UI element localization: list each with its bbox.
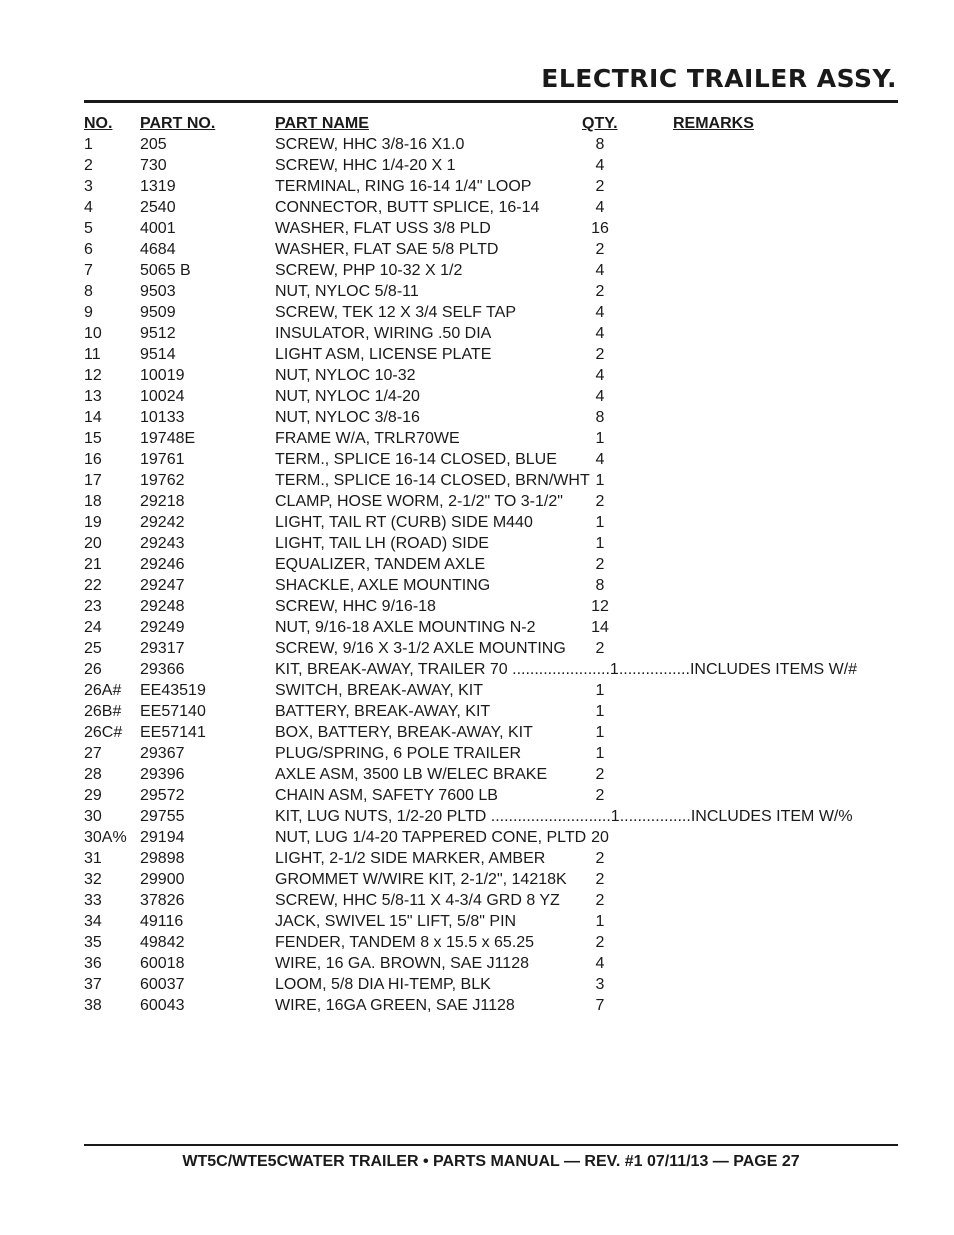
row-no: 12 bbox=[84, 367, 102, 384]
table-row bbox=[84, 743, 898, 764]
row-part-no: 29194 bbox=[140, 829, 185, 846]
row-part-name: LIGHT, TAIL LH (ROAD) SIDE bbox=[275, 535, 489, 552]
row-part-no: EE43519 bbox=[140, 682, 206, 699]
row-qty: 2 bbox=[595, 556, 605, 573]
row-part-name: WIRE, 16GA GREEN, SAE J1128 bbox=[275, 997, 515, 1014]
table-header bbox=[84, 113, 898, 134]
row-qty: 2 bbox=[595, 241, 605, 258]
row-no: 26A# bbox=[84, 682, 122, 699]
row-qty: 20 bbox=[591, 829, 609, 846]
row-no: 25 bbox=[84, 640, 102, 657]
row-qty: 4 bbox=[595, 304, 605, 321]
row-qty: 2 bbox=[595, 766, 605, 783]
row-qty: 8 bbox=[595, 136, 605, 153]
row-qty: 1 bbox=[595, 472, 605, 489]
header-part-name: PART NAME bbox=[275, 115, 369, 132]
row-no: 35 bbox=[84, 934, 102, 951]
table-row bbox=[84, 407, 898, 428]
row-qty: 1 bbox=[595, 724, 605, 741]
row-qty: 12 bbox=[591, 598, 609, 615]
row-part-no: 730 bbox=[140, 157, 167, 174]
row-qty: 4 bbox=[595, 325, 605, 342]
row-part-name: SCREW, HHC 5/8-11 X 4-3/4 GRD 8 YZ bbox=[275, 892, 560, 909]
row-qty: 1 bbox=[595, 514, 605, 531]
table-row bbox=[84, 449, 898, 470]
title-rule bbox=[84, 100, 898, 103]
row-part-name: NUT, NYLOC 1/4-20 bbox=[275, 388, 420, 405]
row-qty: 2 bbox=[595, 892, 605, 909]
row-part-no: 5065 B bbox=[140, 262, 191, 279]
row-part-no: 49842 bbox=[140, 934, 185, 951]
row-no: 13 bbox=[84, 388, 102, 405]
page-footer: WT5C/WTE5CWATER TRAILER • PARTS MANUAL — REV. #1 07/11/13 — PAGE 27 bbox=[182, 1153, 800, 1170]
row-no: 26C# bbox=[84, 724, 123, 741]
row-part-name: TERM., SPLICE 16-14 CLOSED, BLUE bbox=[275, 451, 557, 468]
table-row bbox=[84, 617, 898, 638]
row-part-name: SCREW, HHC 9/16-18 bbox=[275, 598, 436, 615]
row-part-no: 60018 bbox=[140, 955, 185, 972]
row-qty: 2 bbox=[595, 493, 605, 510]
row-no: 20 bbox=[84, 535, 102, 552]
row-part-no: 2540 bbox=[140, 199, 176, 216]
row-no: 8 bbox=[84, 283, 93, 300]
row-part-name: FENDER, TANDEM 8 x 15.5 x 65.25 bbox=[275, 934, 535, 951]
row-part-no: 9514 bbox=[140, 346, 176, 363]
row-no: 26 bbox=[84, 661, 102, 678]
row-qty: 2 bbox=[595, 871, 605, 888]
row-part-name: WASHER, FLAT SAE 5/8 PLTD bbox=[275, 241, 499, 258]
row-no: 31 bbox=[84, 850, 102, 867]
row-part-name: FRAME W/A, TRLR70WE bbox=[275, 430, 460, 447]
row-part-no: EE57141 bbox=[140, 724, 206, 741]
row-qty: 3 bbox=[595, 976, 605, 993]
row-part-no: 29755 bbox=[140, 808, 185, 825]
row-part-no: 29396 bbox=[140, 766, 185, 783]
table-row bbox=[84, 680, 898, 701]
row-part-no: 49116 bbox=[140, 913, 184, 930]
row-part-no: 29248 bbox=[140, 598, 185, 615]
row-part-name: BATTERY, BREAK-AWAY, KIT bbox=[275, 703, 491, 720]
row-part-no: 29242 bbox=[140, 514, 185, 531]
row-qty: 4 bbox=[595, 955, 605, 972]
row-qty: 16 bbox=[591, 220, 609, 237]
row-qty: 2 bbox=[595, 346, 605, 363]
row-part-no: 29898 bbox=[140, 850, 185, 867]
row-qty: 2 bbox=[595, 850, 605, 867]
table-row bbox=[84, 281, 898, 302]
table-row bbox=[84, 554, 898, 575]
footer-rule bbox=[84, 1144, 898, 1146]
table-row bbox=[84, 134, 898, 155]
row-part-no: 29900 bbox=[140, 871, 185, 888]
table-row bbox=[84, 827, 898, 848]
table-row bbox=[84, 890, 898, 911]
row-qty: 2 bbox=[595, 283, 605, 300]
row-qty: 4 bbox=[595, 157, 605, 174]
row-qty: 7 bbox=[595, 997, 605, 1014]
table-row bbox=[84, 491, 898, 512]
table-row bbox=[84, 260, 898, 281]
row-qty: 1 bbox=[595, 703, 605, 720]
row-part-name: SCREW, PHP 10-32 X 1/2 bbox=[275, 262, 463, 279]
row-qty: 2 bbox=[595, 934, 605, 951]
row-no: 23 bbox=[84, 598, 102, 615]
row-part-no: 29367 bbox=[140, 745, 185, 762]
table-row bbox=[84, 974, 898, 995]
row-part-name: LIGHT ASM, LICENSE PLATE bbox=[275, 346, 492, 363]
table-row bbox=[84, 344, 898, 365]
row-part-no: 29246 bbox=[140, 556, 185, 573]
row-part-name: PLUG/SPRING, 6 POLE TRAILER bbox=[275, 745, 522, 762]
row-part-name-leader: KIT, BREAK-AWAY, TRAILER 70 ......................1................INCLUDES ITEMS W/# bbox=[275, 661, 858, 678]
row-no: 29 bbox=[84, 787, 102, 804]
table-row bbox=[84, 911, 898, 932]
row-part-name: NUT, LUG 1/4-20 TAPPERED CONE, PLTD bbox=[275, 829, 587, 846]
row-part-name: WIRE, 16 GA. BROWN, SAE J1128 bbox=[275, 955, 529, 972]
row-no: 18 bbox=[84, 493, 102, 510]
row-no: 26B# bbox=[84, 703, 122, 720]
row-part-name: SCREW, TEK 12 X 3/4 SELF TAP bbox=[275, 304, 516, 321]
table-row bbox=[84, 218, 898, 239]
table-row bbox=[84, 197, 898, 218]
row-part-name: NUT, NYLOC 3/8-16 bbox=[275, 409, 420, 426]
row-qty: 1 bbox=[595, 745, 605, 762]
row-part-no: 29249 bbox=[140, 619, 185, 636]
table-row bbox=[84, 764, 898, 785]
row-no: 19 bbox=[84, 514, 102, 531]
row-part-name: CONNECTOR, BUTT SPLICE, 16-14 bbox=[275, 199, 540, 216]
row-part-name: NUT, 9/16-18 AXLE MOUNTING N-2 bbox=[275, 619, 536, 636]
row-no: 3 bbox=[84, 178, 93, 195]
table-row bbox=[84, 512, 898, 533]
table-row bbox=[84, 638, 898, 659]
table-row bbox=[84, 953, 898, 974]
row-no: 30 bbox=[84, 808, 102, 825]
row-part-name-leader: KIT, LUG NUTS, 1/2-20 PLTD ...........................1................INCLUDES ITEM W/% bbox=[275, 808, 853, 825]
table-row bbox=[84, 302, 898, 323]
row-no: 32 bbox=[84, 871, 102, 888]
row-part-name: NUT, NYLOC 10-32 bbox=[275, 367, 416, 384]
row-no: 27 bbox=[84, 745, 102, 762]
table-row bbox=[84, 239, 898, 260]
table-row bbox=[84, 785, 898, 806]
row-no: 37 bbox=[84, 976, 102, 993]
row-part-no: 19761 bbox=[140, 451, 185, 468]
row-part-name: SWITCH, BREAK-AWAY, KIT bbox=[275, 682, 484, 699]
table-row bbox=[84, 365, 898, 386]
row-no: 36 bbox=[84, 955, 102, 972]
row-no: 22 bbox=[84, 577, 102, 594]
row-qty: 4 bbox=[595, 367, 605, 384]
row-part-no: 10133 bbox=[140, 409, 185, 426]
header-no: NO. bbox=[84, 115, 113, 132]
row-part-no: 29243 bbox=[140, 535, 185, 552]
table-row bbox=[84, 806, 898, 827]
row-part-name: BOX, BATTERY, BREAK-AWAY, KIT bbox=[275, 724, 533, 741]
row-qty: 1 bbox=[595, 535, 605, 552]
row-part-no: 4001 bbox=[140, 220, 176, 237]
table-row bbox=[84, 722, 898, 743]
page-title: ELECTRIC TRAILER ASSY. bbox=[541, 64, 897, 93]
row-no: 34 bbox=[84, 913, 102, 930]
table-row bbox=[84, 323, 898, 344]
table-row bbox=[84, 659, 898, 680]
row-part-name: LIGHT, 2-1/2 SIDE MARKER, AMBER bbox=[275, 850, 546, 867]
row-part-no: 37826 bbox=[140, 892, 185, 909]
row-qty: 4 bbox=[595, 388, 605, 405]
row-part-no: 9512 bbox=[140, 325, 176, 342]
row-part-no: 10019 bbox=[140, 367, 185, 384]
row-no: 17 bbox=[84, 472, 102, 489]
table-row bbox=[84, 932, 898, 953]
row-part-no: 29572 bbox=[140, 787, 185, 804]
row-no: 30A% bbox=[84, 829, 127, 846]
table-row bbox=[84, 575, 898, 596]
row-part-no: 9509 bbox=[140, 304, 176, 321]
row-part-name: GROMMET W/WIRE KIT, 2-1/2", 14218K bbox=[275, 871, 567, 888]
row-part-name: TERM., SPLICE 16-14 CLOSED, BRN/WHT bbox=[275, 472, 590, 489]
row-part-name: INSULATOR, WIRING .50 DIA bbox=[275, 325, 492, 342]
table-row bbox=[84, 155, 898, 176]
row-part-no: 1319 bbox=[140, 178, 176, 195]
row-part-no: EE57140 bbox=[140, 703, 206, 720]
row-part-name: WASHER, FLAT USS 3/8 PLD bbox=[275, 220, 491, 237]
row-no: 6 bbox=[84, 241, 93, 258]
row-part-no: 29366 bbox=[140, 661, 185, 678]
table-row bbox=[84, 386, 898, 407]
row-part-name: SHACKLE, AXLE MOUNTING bbox=[275, 577, 491, 594]
row-part-no: 4684 bbox=[140, 241, 176, 258]
row-qty: 1 bbox=[595, 430, 605, 447]
row-no: 16 bbox=[84, 451, 102, 468]
table-row bbox=[84, 470, 898, 491]
row-part-name: SCREW, HHC 3/8-16 X1.0 bbox=[275, 136, 465, 153]
row-qty: 8 bbox=[595, 577, 605, 594]
row-qty: 4 bbox=[595, 199, 605, 216]
row-qty: 4 bbox=[595, 262, 605, 279]
row-part-no: 29247 bbox=[140, 577, 185, 594]
row-part-name: JACK, SWIVEL 15" LIFT, 5/8" PIN bbox=[275, 913, 517, 930]
row-part-name: LOOM, 5/8 DIA HI-TEMP, BLK bbox=[275, 976, 491, 993]
row-qty: 4 bbox=[595, 451, 605, 468]
row-no: 24 bbox=[84, 619, 102, 636]
row-part-name: NUT, NYLOC 5/8-11 bbox=[275, 283, 419, 300]
row-qty: 1 bbox=[595, 913, 605, 930]
row-part-name: SCREW, HHC 1/4-20 X 1 bbox=[275, 157, 456, 174]
row-no: 28 bbox=[84, 766, 102, 783]
table-row bbox=[84, 596, 898, 617]
row-no: 7 bbox=[84, 262, 93, 279]
row-part-no: 60037 bbox=[140, 976, 185, 993]
row-part-no: 19762 bbox=[140, 472, 185, 489]
table-row bbox=[84, 848, 898, 869]
row-no: 9 bbox=[84, 304, 93, 321]
row-part-name: SCREW, 9/16 X 3-1/2 AXLE MOUNTING bbox=[275, 640, 566, 657]
row-part-no: 9503 bbox=[140, 283, 176, 300]
row-qty: 2 bbox=[595, 178, 605, 195]
header-part-no: PART NO. bbox=[140, 115, 216, 132]
row-no: 1 bbox=[84, 136, 93, 153]
table-row bbox=[84, 533, 898, 554]
row-qty: 14 bbox=[591, 619, 609, 636]
row-qty: 8 bbox=[595, 409, 605, 426]
row-part-no: 29218 bbox=[140, 493, 185, 510]
row-qty: 2 bbox=[595, 787, 605, 804]
row-part-no: 10024 bbox=[140, 388, 185, 405]
row-no: 4 bbox=[84, 199, 93, 216]
row-no: 11 bbox=[84, 346, 101, 363]
row-no: 2 bbox=[84, 157, 93, 174]
row-part-name: EQUALIZER, TANDEM AXLE bbox=[275, 556, 486, 573]
table-row bbox=[84, 428, 898, 449]
parts-table bbox=[84, 113, 898, 1016]
header-qty: QTY. bbox=[582, 115, 618, 132]
table-row bbox=[84, 176, 898, 197]
row-no: 14 bbox=[84, 409, 102, 426]
row-part-name: TERMINAL, RING 16-14 1/4" LOOP bbox=[275, 178, 532, 195]
row-part-name: AXLE ASM, 3500 LB W/ELEC BRAKE bbox=[275, 766, 548, 783]
row-part-name: LIGHT, TAIL RT (CURB) SIDE M440 bbox=[275, 514, 533, 531]
row-no: 15 bbox=[84, 430, 102, 447]
table-row bbox=[84, 995, 898, 1016]
header-remarks: REMARKS bbox=[673, 115, 754, 132]
row-no: 38 bbox=[84, 997, 102, 1014]
row-no: 33 bbox=[84, 892, 102, 909]
row-part-no: 205 bbox=[140, 136, 167, 153]
table-row bbox=[84, 869, 898, 890]
row-part-name: CLAMP, HOSE WORM, 2-1/2" TO 3-1/2" bbox=[275, 493, 563, 510]
table-body bbox=[84, 134, 898, 1016]
row-part-no: 29317 bbox=[140, 640, 185, 657]
row-qty: 1 bbox=[595, 682, 605, 699]
row-part-name: CHAIN ASM, SAFETY 7600 LB bbox=[275, 787, 498, 804]
row-no: 21 bbox=[84, 556, 102, 573]
row-no: 5 bbox=[84, 220, 93, 237]
row-no: 10 bbox=[84, 325, 102, 342]
row-qty: 2 bbox=[595, 640, 605, 657]
row-part-no: 19748E bbox=[140, 430, 196, 447]
table-row bbox=[84, 701, 898, 722]
row-part-no: 60043 bbox=[140, 997, 185, 1014]
